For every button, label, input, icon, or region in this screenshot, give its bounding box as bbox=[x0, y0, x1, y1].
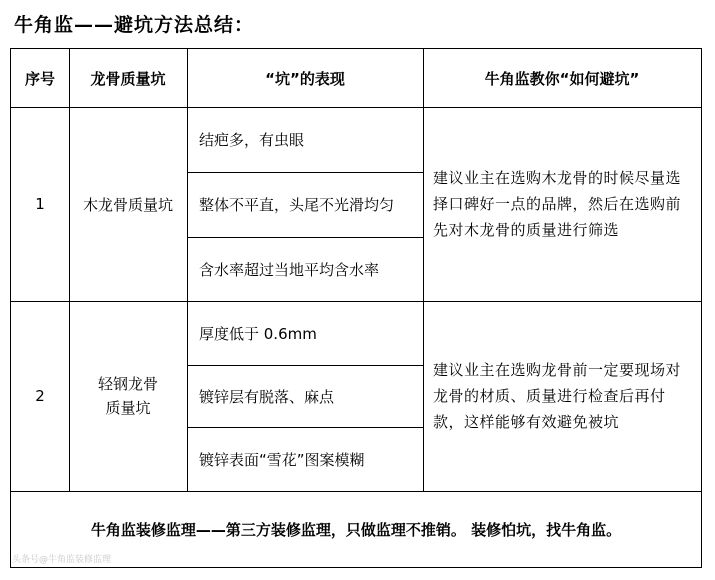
row1-symptom-2: 整体不平直，头尾不光滑均匀 bbox=[199, 196, 395, 214]
row1-index: 1 bbox=[35, 195, 45, 213]
row2-advice: 建议业主在选购龙骨前一定要现场对龙骨的材质、质量进行检查后再付款，这样能够有效避免被坑 bbox=[433, 361, 682, 431]
avoid-pitfalls-table bbox=[10, 48, 702, 568]
table-footer: 牛角监装修监理——第三方装修监理，只做监理不推销。 装修怕坑，找牛角监。 bbox=[90, 520, 622, 539]
header-index: 序号 bbox=[24, 69, 55, 88]
row2-index: 2 bbox=[35, 387, 45, 405]
row2-category: 轻钢龙骨质量坑 bbox=[97, 375, 158, 417]
row2-symptom-1: 厚度低于 0.6mm bbox=[199, 324, 317, 343]
row1-symptom-3: 含水率超过当地平均含水率 bbox=[199, 260, 380, 279]
page-title: 牛角监——避坑方法总结： bbox=[14, 14, 255, 36]
row2-symptom-3: 镀锌表面“雪花”图案模糊 bbox=[199, 450, 365, 469]
row2-symptom-2: 镀锌层有脱落、麻点 bbox=[199, 387, 335, 406]
header-category: 龙骨质量坑 bbox=[90, 69, 166, 88]
header-symptoms: “坑”的表现 bbox=[265, 69, 345, 88]
row1-category: 木龙骨质量坑 bbox=[82, 195, 173, 214]
watermark: 头条号@牛角监装修监理 bbox=[12, 555, 112, 565]
row1-advice: 建议业主在选购木龙骨的时候尽量选择口碑好一点的品牌，然后在选购前先对木龙骨的质量进行筛选 bbox=[433, 169, 682, 239]
row1-symptom-1: 结疤多，有虫眼 bbox=[199, 131, 305, 149]
header-advice: 牛角监教你“如何避坑” bbox=[484, 69, 640, 88]
